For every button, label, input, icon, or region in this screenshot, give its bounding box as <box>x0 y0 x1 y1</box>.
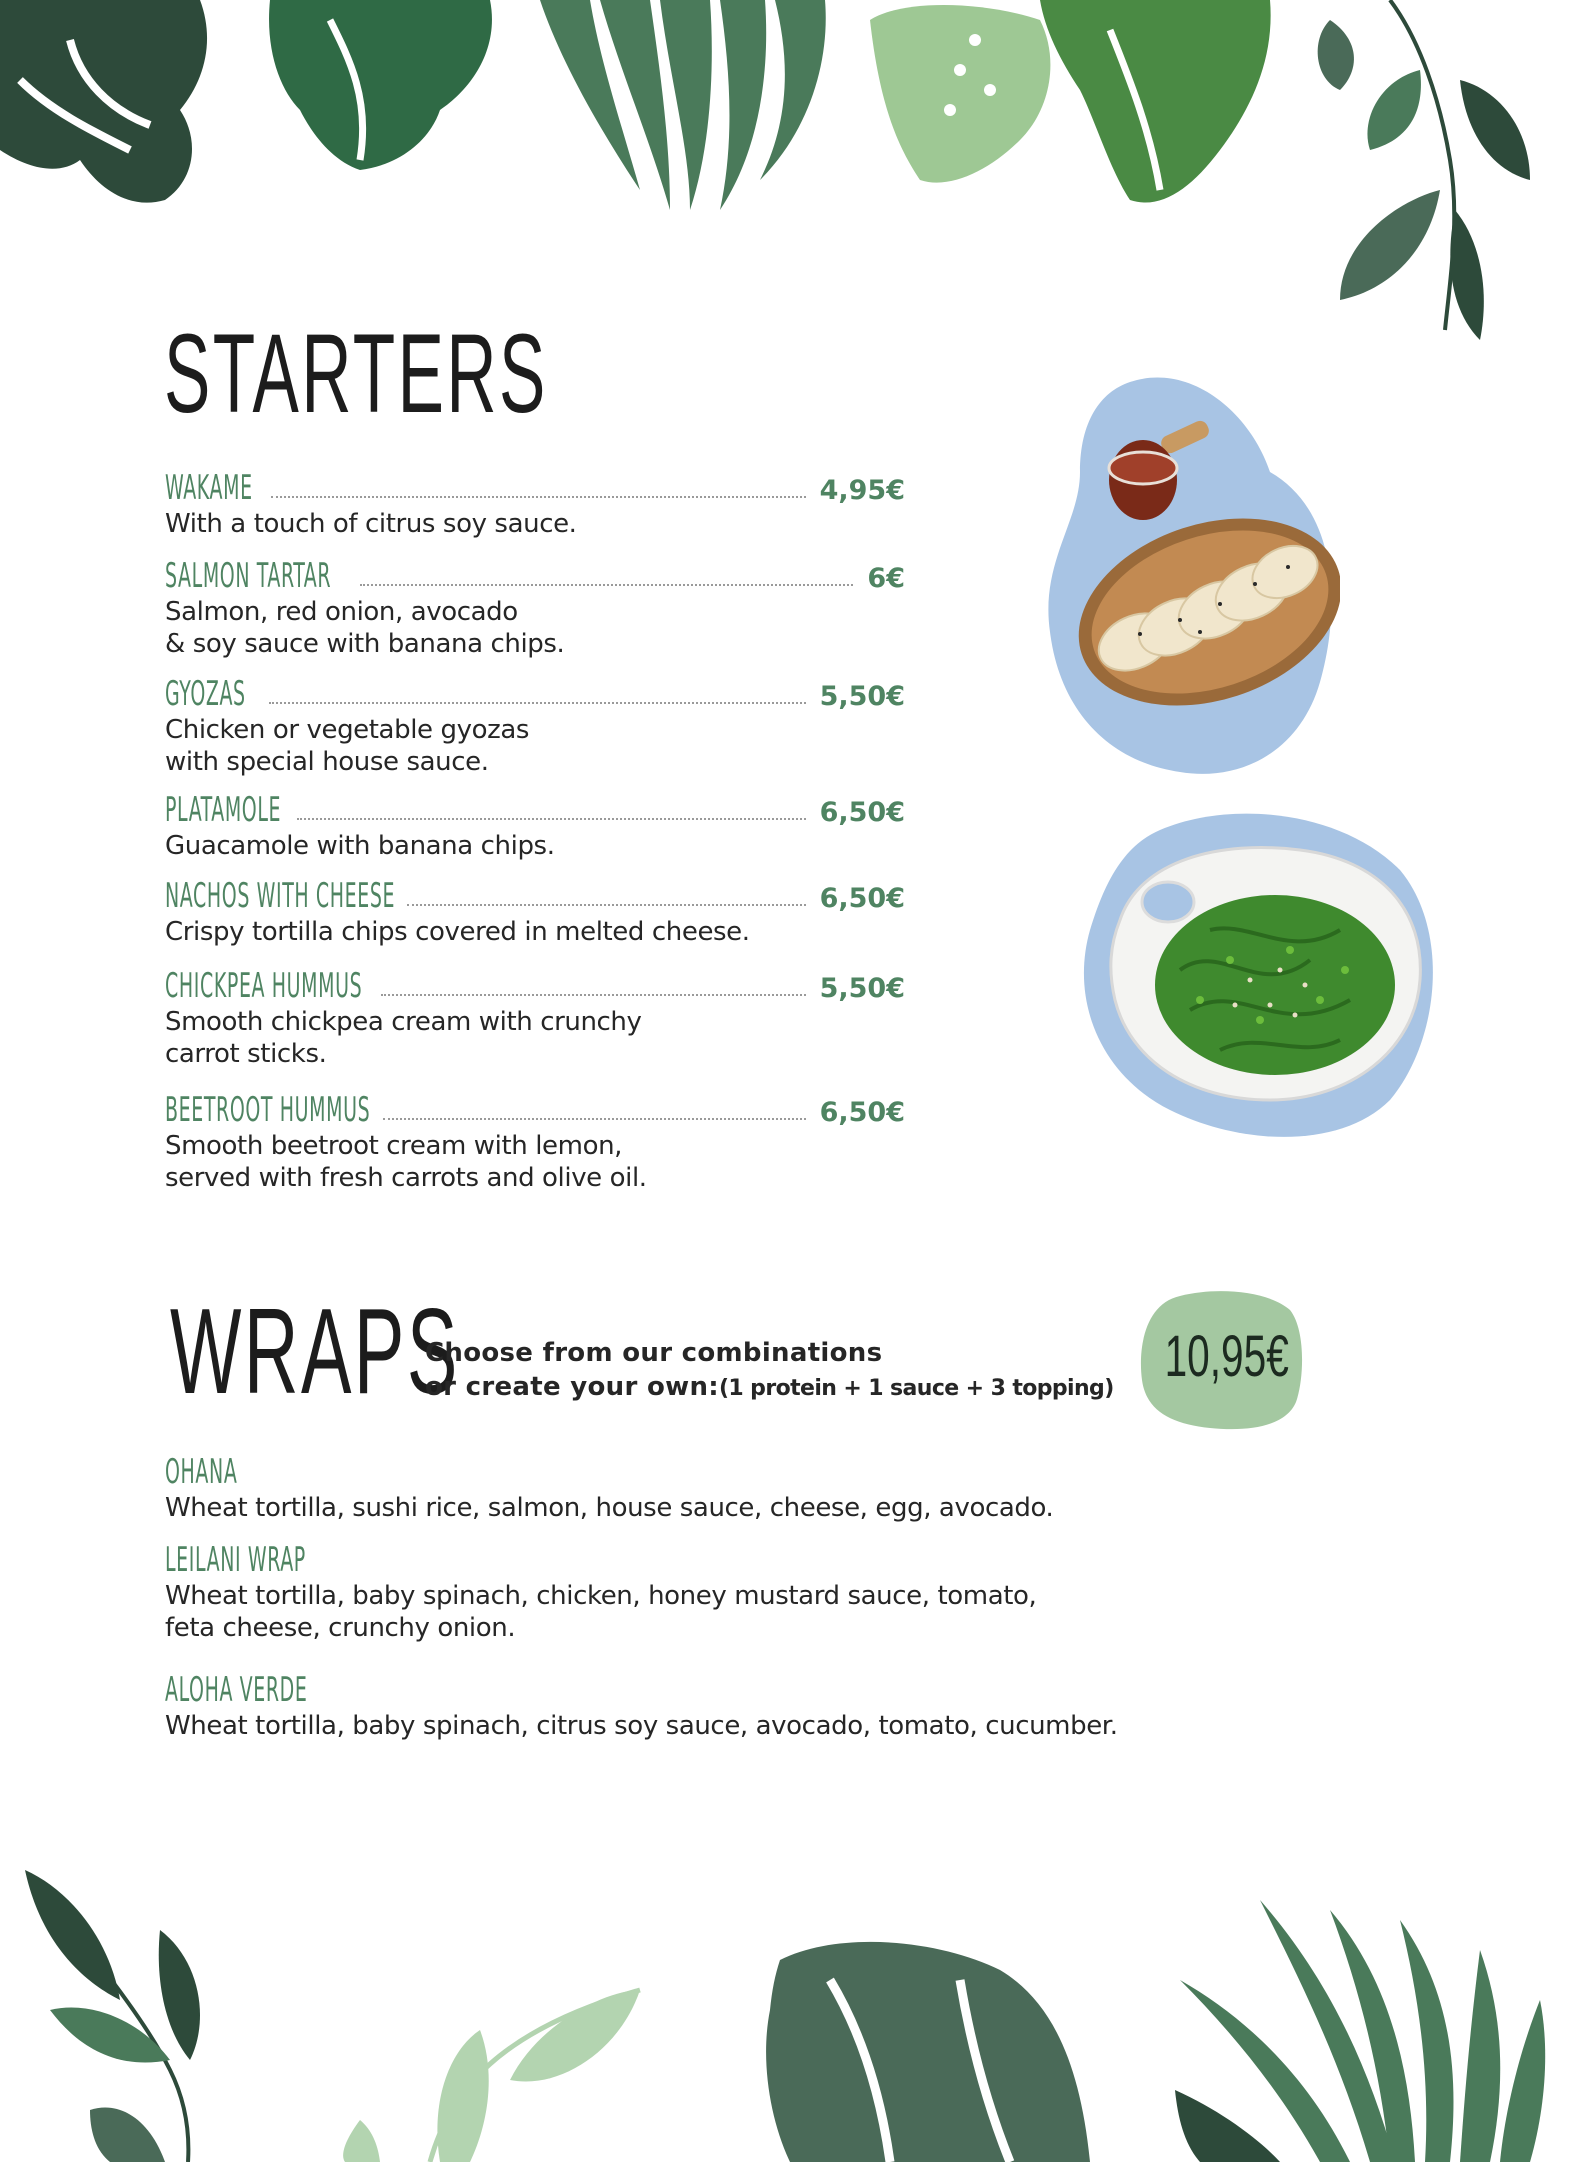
menu-item <box>165 550 905 660</box>
dotted-leader <box>271 496 806 498</box>
dotted-leader <box>407 904 806 906</box>
item-price: 6€ <box>867 563 905 594</box>
wrap-description: Wheat tortilla, sushi rice, salmon, house sauce, cheese, egg, avocado. <box>165 1493 1054 1523</box>
wrap-description: Wheat tortilla, baby spinach, citrus soy sauce, avocado, tomato, cucumber. <box>165 1711 1118 1741</box>
item-name: SALMON TARTAR <box>165 556 332 596</box>
item-name: WAKAME <box>165 468 253 508</box>
item-price: 5,50€ <box>819 973 905 1004</box>
item-price: 6,50€ <box>819 1097 905 1128</box>
wrap-name: OHANA <box>165 1452 238 1492</box>
item-description: Salmon, red onion, avocado & soy sauce with banana chips. <box>165 597 565 659</box>
wraps-price: 10,95€ <box>1164 1324 1289 1389</box>
wraps-subtitle-line2: or create your own: <box>425 1372 719 1402</box>
bottom-leaf-decoration <box>0 1860 1574 2162</box>
menu-item <box>165 870 905 948</box>
item-description: Smooth chickpea cream with crunchy carrot sticks. <box>165 1007 642 1069</box>
dotted-leader <box>381 994 806 996</box>
item-price: 4,95€ <box>819 475 905 506</box>
top-leaf-decoration <box>0 0 1574 360</box>
item-name: PLATAMOLE <box>165 790 282 830</box>
starters-title: STARTERS <box>164 311 548 436</box>
wraps-subtitle <box>425 1336 1114 1406</box>
wraps-title: WRAPS <box>170 1283 460 1419</box>
menu-item <box>165 784 905 862</box>
item-name: NACHOS WITH CHEESE <box>165 876 396 916</box>
item-price: 5,50€ <box>819 681 905 712</box>
item-price: 6,50€ <box>819 797 905 828</box>
wrap-name: ALOHA VERDE <box>165 1670 308 1710</box>
item-description: Crispy tortilla chips covered in melted cheese. <box>165 917 750 947</box>
menu-item <box>165 462 905 540</box>
wrap-item <box>165 1534 1265 1644</box>
gyoza-plate-photo <box>1040 372 1340 782</box>
item-description: Chicken or vegetable gyozas with special house sauce. <box>165 715 530 777</box>
wraps-price-badge <box>1140 1290 1304 1430</box>
menu-item <box>165 668 905 778</box>
wrap-description: Wheat tortilla, baby spinach, chicken, honey mustard sauce, tomato, feta cheese, crunchy onion. <box>165 1581 1037 1643</box>
menu-item <box>165 1084 905 1194</box>
dotted-leader <box>297 818 806 820</box>
menu-item <box>165 960 905 1070</box>
item-description: Smooth beetroot cream with lemon, served with fresh carrots and olive oil. <box>165 1131 647 1193</box>
item-name: GYOZAS <box>165 674 246 714</box>
wraps-subtitle-line1: Choose from our combinations <box>425 1338 883 1368</box>
item-price: 6,50€ <box>819 883 905 914</box>
dotted-leader <box>360 584 853 586</box>
wrap-item <box>165 1664 1265 1742</box>
item-description: Guacamole with banana chips. <box>165 831 555 861</box>
wraps-subtitle-small: (1 protein + 1 sauce + 3 topping) <box>718 1376 1114 1401</box>
wrap-item <box>165 1446 1265 1524</box>
dotted-leader <box>383 1118 806 1120</box>
dotted-leader <box>269 702 806 704</box>
item-name: BEETROOT HUMMUS <box>165 1090 371 1130</box>
item-description: With a touch of citrus soy sauce. <box>165 509 577 539</box>
wakame-bowl-photo <box>1080 810 1440 1140</box>
wrap-name: LEILANI WRAP <box>165 1540 306 1580</box>
item-name: CHICKPEA HUMMUS <box>165 966 363 1006</box>
